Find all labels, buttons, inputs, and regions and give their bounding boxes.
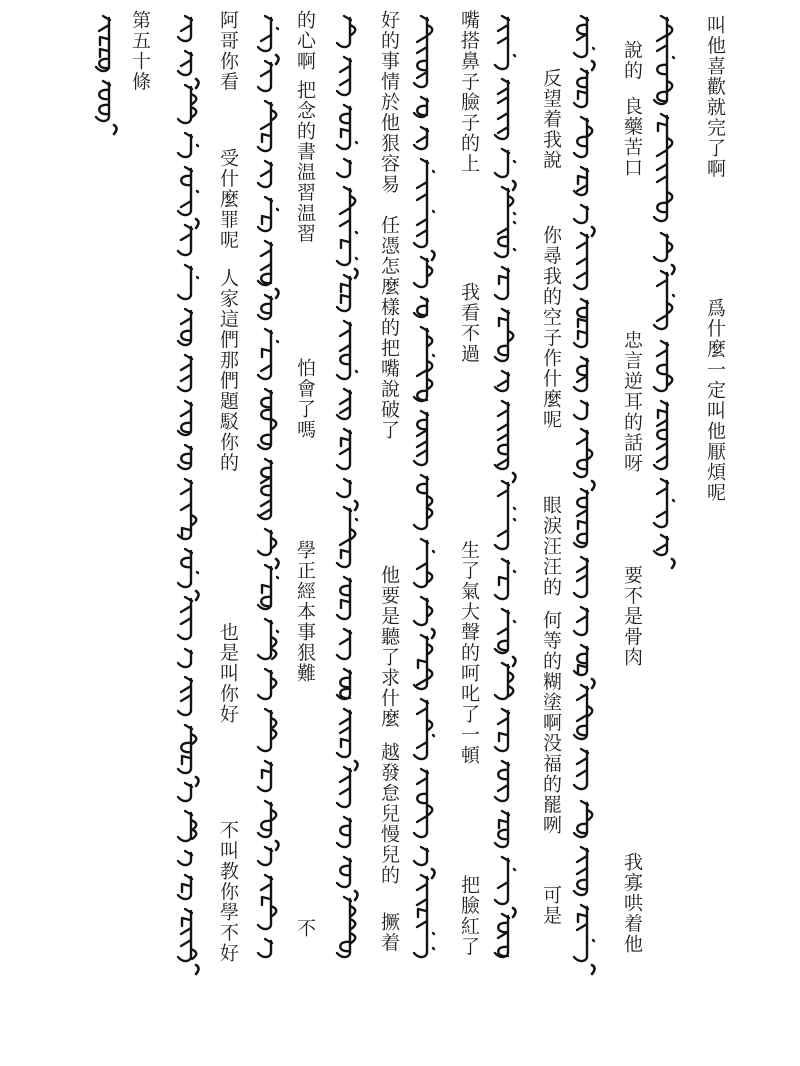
manchu-word bbox=[654, 114, 672, 221]
manchu-word bbox=[574, 429, 592, 477]
manchu-column bbox=[414, 16, 435, 957]
chinese-phrase: 我看不過 bbox=[458, 282, 480, 364]
manchu-word bbox=[258, 565, 278, 609]
manchu-word bbox=[337, 629, 351, 659]
manchu-word bbox=[414, 635, 432, 689]
manchu-word bbox=[574, 233, 588, 289]
manchu-punctuation bbox=[513, 908, 516, 917]
manchu-word bbox=[337, 389, 351, 419]
manchu-punctuation bbox=[513, 181, 516, 190]
manchu-word bbox=[258, 61, 272, 91]
chinese-phrase: 嘴搭鼻子臉子的上 bbox=[458, 10, 480, 174]
manchu-word bbox=[337, 105, 357, 149]
manchu-word bbox=[495, 79, 509, 139]
manchu-word bbox=[574, 607, 588, 635]
chinese-phrase: 越發怠兒慢兒的 bbox=[378, 742, 400, 886]
chinese-phrase: 反望着我說 bbox=[540, 68, 562, 171]
manchu-column bbox=[258, 16, 279, 957]
manchu-word bbox=[258, 875, 276, 929]
chinese-phrase: 把臉紅了 bbox=[458, 875, 480, 957]
manchu-word bbox=[178, 677, 192, 715]
manchu-punctuation bbox=[592, 61, 595, 70]
manchu-word bbox=[414, 327, 434, 401]
manchu-word bbox=[178, 811, 196, 841]
manchu-word bbox=[414, 475, 432, 529]
chinese-phrase: 我寡哄着他 bbox=[621, 852, 643, 955]
chinese-phrase: 可是 bbox=[540, 885, 562, 926]
manchu-word bbox=[414, 159, 434, 247]
manchu-word bbox=[574, 401, 588, 419]
chinese-column bbox=[541, 0, 563, 1000]
manchu-word bbox=[178, 597, 192, 639]
manchu-word bbox=[258, 389, 276, 449]
manchu-punctuation bbox=[432, 251, 435, 260]
manchu-word bbox=[337, 479, 351, 497]
chinese-phrase: 你尋我的空子作什麼呢 bbox=[540, 225, 562, 430]
manchu-column bbox=[96, 16, 117, 134]
manchu-word bbox=[337, 857, 351, 887]
manchu-word bbox=[574, 357, 588, 391]
manchu-word bbox=[337, 709, 351, 757]
manchu-punctuation bbox=[196, 79, 199, 88]
manchu-word bbox=[96, 16, 110, 71]
manchu-word bbox=[495, 857, 515, 904]
chinese-phrase: 爲什麼一定叫他厭煩呢 bbox=[704, 298, 726, 503]
manchu-word bbox=[178, 851, 192, 865]
manchu-word bbox=[178, 309, 192, 345]
manchu-word bbox=[258, 669, 276, 699]
manchu-column bbox=[654, 16, 675, 568]
chinese-phrase: 的心啊 bbox=[294, 10, 316, 72]
manchu-word bbox=[178, 725, 196, 773]
manchu-word bbox=[337, 159, 351, 177]
manchu-word bbox=[178, 783, 192, 801]
manchu-column bbox=[495, 16, 516, 957]
manchu-punctuation bbox=[276, 559, 279, 568]
manchu-punctuation bbox=[276, 289, 279, 298]
manchu-word bbox=[337, 817, 351, 847]
chinese-phrase: 說的 bbox=[621, 40, 643, 81]
manchu-word bbox=[654, 341, 672, 391]
manchu-word bbox=[258, 16, 278, 51]
manchu-punctuation bbox=[432, 869, 435, 878]
chinese-phrase: 怕會了嗎 bbox=[294, 358, 316, 440]
manchu-punctuation bbox=[355, 269, 358, 278]
manchu-word bbox=[414, 847, 428, 865]
manchu-word bbox=[495, 187, 515, 257]
manchu-punctuation bbox=[355, 891, 358, 900]
chinese-phrase: 不叫教你學不好 bbox=[217, 820, 239, 964]
manchu-word bbox=[258, 101, 276, 151]
manchu-word bbox=[654, 16, 674, 104]
manchu-word bbox=[337, 767, 351, 807]
manchu-word bbox=[414, 539, 434, 587]
manchu-word bbox=[495, 811, 509, 847]
manchu-word bbox=[337, 507, 357, 567]
manchu-word bbox=[178, 479, 196, 539]
manchu-punctuation bbox=[513, 657, 516, 666]
chinese-column-heading bbox=[130, 0, 152, 1000]
chinese-phrase: 良藥苦口 bbox=[621, 96, 643, 178]
chinese-column bbox=[459, 0, 481, 1000]
manchu-word bbox=[495, 559, 515, 599]
manchu-word bbox=[574, 905, 594, 961]
chinese-phrase: 他要是聽了求什麼 bbox=[378, 565, 400, 729]
manchu-column bbox=[178, 16, 199, 974]
manchu-word bbox=[495, 481, 515, 549]
manchu-word bbox=[337, 16, 355, 47]
manchu-punctuation bbox=[592, 965, 595, 974]
chinese-phrase: 叫他喜歡就完了啊 bbox=[704, 15, 726, 179]
manchu-word bbox=[495, 149, 515, 177]
manchu-word bbox=[178, 875, 192, 899]
manchu-word bbox=[337, 321, 357, 379]
chinese-phrase: 人家這們那們題駁你的 bbox=[217, 268, 239, 473]
chinese-phrase: 學正經本事狠難 bbox=[294, 540, 316, 684]
manchu-word bbox=[178, 225, 192, 255]
manchu-word bbox=[337, 897, 355, 957]
chinese-phrase: 把念的書温習温習 bbox=[294, 80, 316, 244]
manchu-word bbox=[414, 16, 432, 87]
manchu-word bbox=[258, 847, 272, 865]
manchu-punctuation bbox=[672, 265, 675, 274]
chinese-column bbox=[218, 0, 240, 1000]
manchu-word bbox=[178, 401, 192, 435]
chinese-phrase: 阿哥你看 bbox=[217, 10, 239, 92]
chinese-phrase: 也是叫你好 bbox=[217, 622, 239, 725]
chinese-column bbox=[705, 0, 727, 1000]
manchu-word bbox=[258, 709, 276, 751]
manchu-word bbox=[495, 371, 509, 391]
manchu-word bbox=[178, 549, 198, 587]
chinese-phrase: 撅着 bbox=[378, 912, 400, 953]
manchu-word bbox=[178, 355, 192, 391]
manchu-word bbox=[654, 401, 668, 469]
manchu-word bbox=[574, 69, 588, 107]
manchu-word bbox=[414, 597, 432, 625]
manchu-punctuation bbox=[196, 219, 199, 228]
manchu-word bbox=[495, 663, 513, 699]
manchu-word bbox=[414, 411, 428, 465]
manchu-word bbox=[654, 271, 674, 329]
manchu-word bbox=[574, 847, 588, 895]
chinese-phrase: 好的事情於他狠容易 bbox=[378, 10, 400, 195]
chinese-phrase: 忠言逆耳的話呀 bbox=[621, 330, 643, 474]
manchu-punctuation bbox=[114, 125, 117, 134]
manchu-word bbox=[258, 295, 272, 319]
manchu-word bbox=[574, 299, 588, 347]
chinese-phrase: 要不是骨肉 bbox=[621, 565, 643, 668]
manchu-word bbox=[178, 51, 192, 75]
manchu-word bbox=[178, 445, 192, 469]
manchu-word bbox=[258, 529, 276, 555]
manchu-word bbox=[414, 875, 434, 957]
chinese-phrase: 任憑怎麼樣的把嘴說破了 bbox=[378, 215, 400, 441]
manchu-word bbox=[414, 769, 432, 837]
manchu-punctuation bbox=[196, 965, 199, 974]
manchu-word bbox=[414, 127, 428, 149]
manchu-word bbox=[258, 619, 278, 659]
manchu-word bbox=[258, 939, 272, 957]
manchu-word bbox=[96, 81, 110, 121]
manchu-word bbox=[574, 167, 588, 195]
manchu-word bbox=[414, 97, 428, 117]
manchu-punctuation bbox=[276, 841, 279, 850]
manchu-punctuation bbox=[196, 591, 199, 600]
manchu-word bbox=[258, 329, 278, 379]
manchu-word bbox=[178, 649, 192, 667]
manchu-word bbox=[574, 117, 592, 157]
manchu-word bbox=[574, 16, 594, 57]
manchu-word bbox=[258, 801, 276, 837]
manchu-word bbox=[495, 401, 509, 469]
manchu-word bbox=[414, 699, 434, 759]
manchu-punctuation bbox=[592, 227, 595, 236]
manchu-punctuation bbox=[196, 777, 199, 786]
manchu-punctuation bbox=[432, 629, 435, 638]
manchu-word bbox=[574, 205, 588, 223]
chapter-heading-chinese: 第五十條 bbox=[129, 10, 151, 92]
manchu-word bbox=[574, 557, 588, 597]
manchu-word bbox=[337, 187, 357, 265]
chinese-phrase: 何等的糊塗啊没福的罷咧 bbox=[540, 610, 562, 836]
manchu-word bbox=[178, 167, 198, 215]
manchu-word bbox=[337, 275, 351, 311]
manchu-word bbox=[337, 669, 351, 699]
manchu-word bbox=[574, 489, 588, 547]
manchu-word bbox=[258, 241, 272, 285]
manchu-punctuation bbox=[672, 559, 675, 568]
manchu-word bbox=[337, 577, 351, 619]
manchu-word bbox=[495, 16, 515, 69]
chinese-phrase: 眼淚汪汪的 bbox=[540, 495, 562, 598]
manchu-word bbox=[574, 685, 592, 739]
manchu-word bbox=[178, 85, 196, 123]
chinese-phrase: 生了氣大聲的呵叱了一頓 bbox=[458, 540, 480, 766]
manchu-column bbox=[574, 16, 595, 974]
manchu-punctuation bbox=[276, 55, 279, 64]
chinese-column bbox=[622, 0, 644, 1000]
manchu-word bbox=[654, 233, 672, 261]
manchu-word bbox=[574, 645, 588, 675]
manchu-word bbox=[654, 535, 668, 555]
manchu-word bbox=[495, 761, 509, 801]
manchu-word bbox=[178, 16, 192, 41]
manchu-word bbox=[178, 133, 198, 157]
manchu-punctuation bbox=[592, 679, 595, 688]
manchu-word bbox=[574, 749, 588, 789]
chinese-column bbox=[295, 0, 317, 1000]
manchu-punctuation bbox=[592, 481, 595, 490]
manchu-word bbox=[178, 265, 198, 299]
manchu-word bbox=[178, 909, 196, 961]
manchu-column bbox=[337, 16, 358, 957]
manchu-word bbox=[337, 57, 351, 95]
manchu-word bbox=[414, 257, 432, 287]
manchu-word bbox=[337, 429, 351, 469]
manchu-word bbox=[495, 309, 513, 361]
chinese-phrase: 受什麼罪呢 bbox=[217, 148, 239, 251]
manchu-word bbox=[654, 479, 674, 527]
manchu-punctuation bbox=[355, 761, 358, 770]
manchu-word bbox=[495, 709, 509, 751]
manchu-punctuation bbox=[513, 473, 516, 482]
manchu-word bbox=[258, 459, 272, 519]
manchu-punctuation bbox=[355, 501, 358, 510]
manchu-word bbox=[414, 297, 428, 317]
manchu-word bbox=[258, 761, 272, 791]
manchu-word bbox=[495, 914, 509, 957]
manchu-word bbox=[258, 197, 278, 231]
chinese-phrase: 不 bbox=[294, 918, 316, 939]
manchu-word bbox=[495, 609, 515, 653]
manchu-word bbox=[495, 267, 509, 299]
manchu-word bbox=[258, 161, 272, 187]
manchu-word bbox=[574, 801, 592, 837]
chinese-column bbox=[379, 0, 401, 1000]
